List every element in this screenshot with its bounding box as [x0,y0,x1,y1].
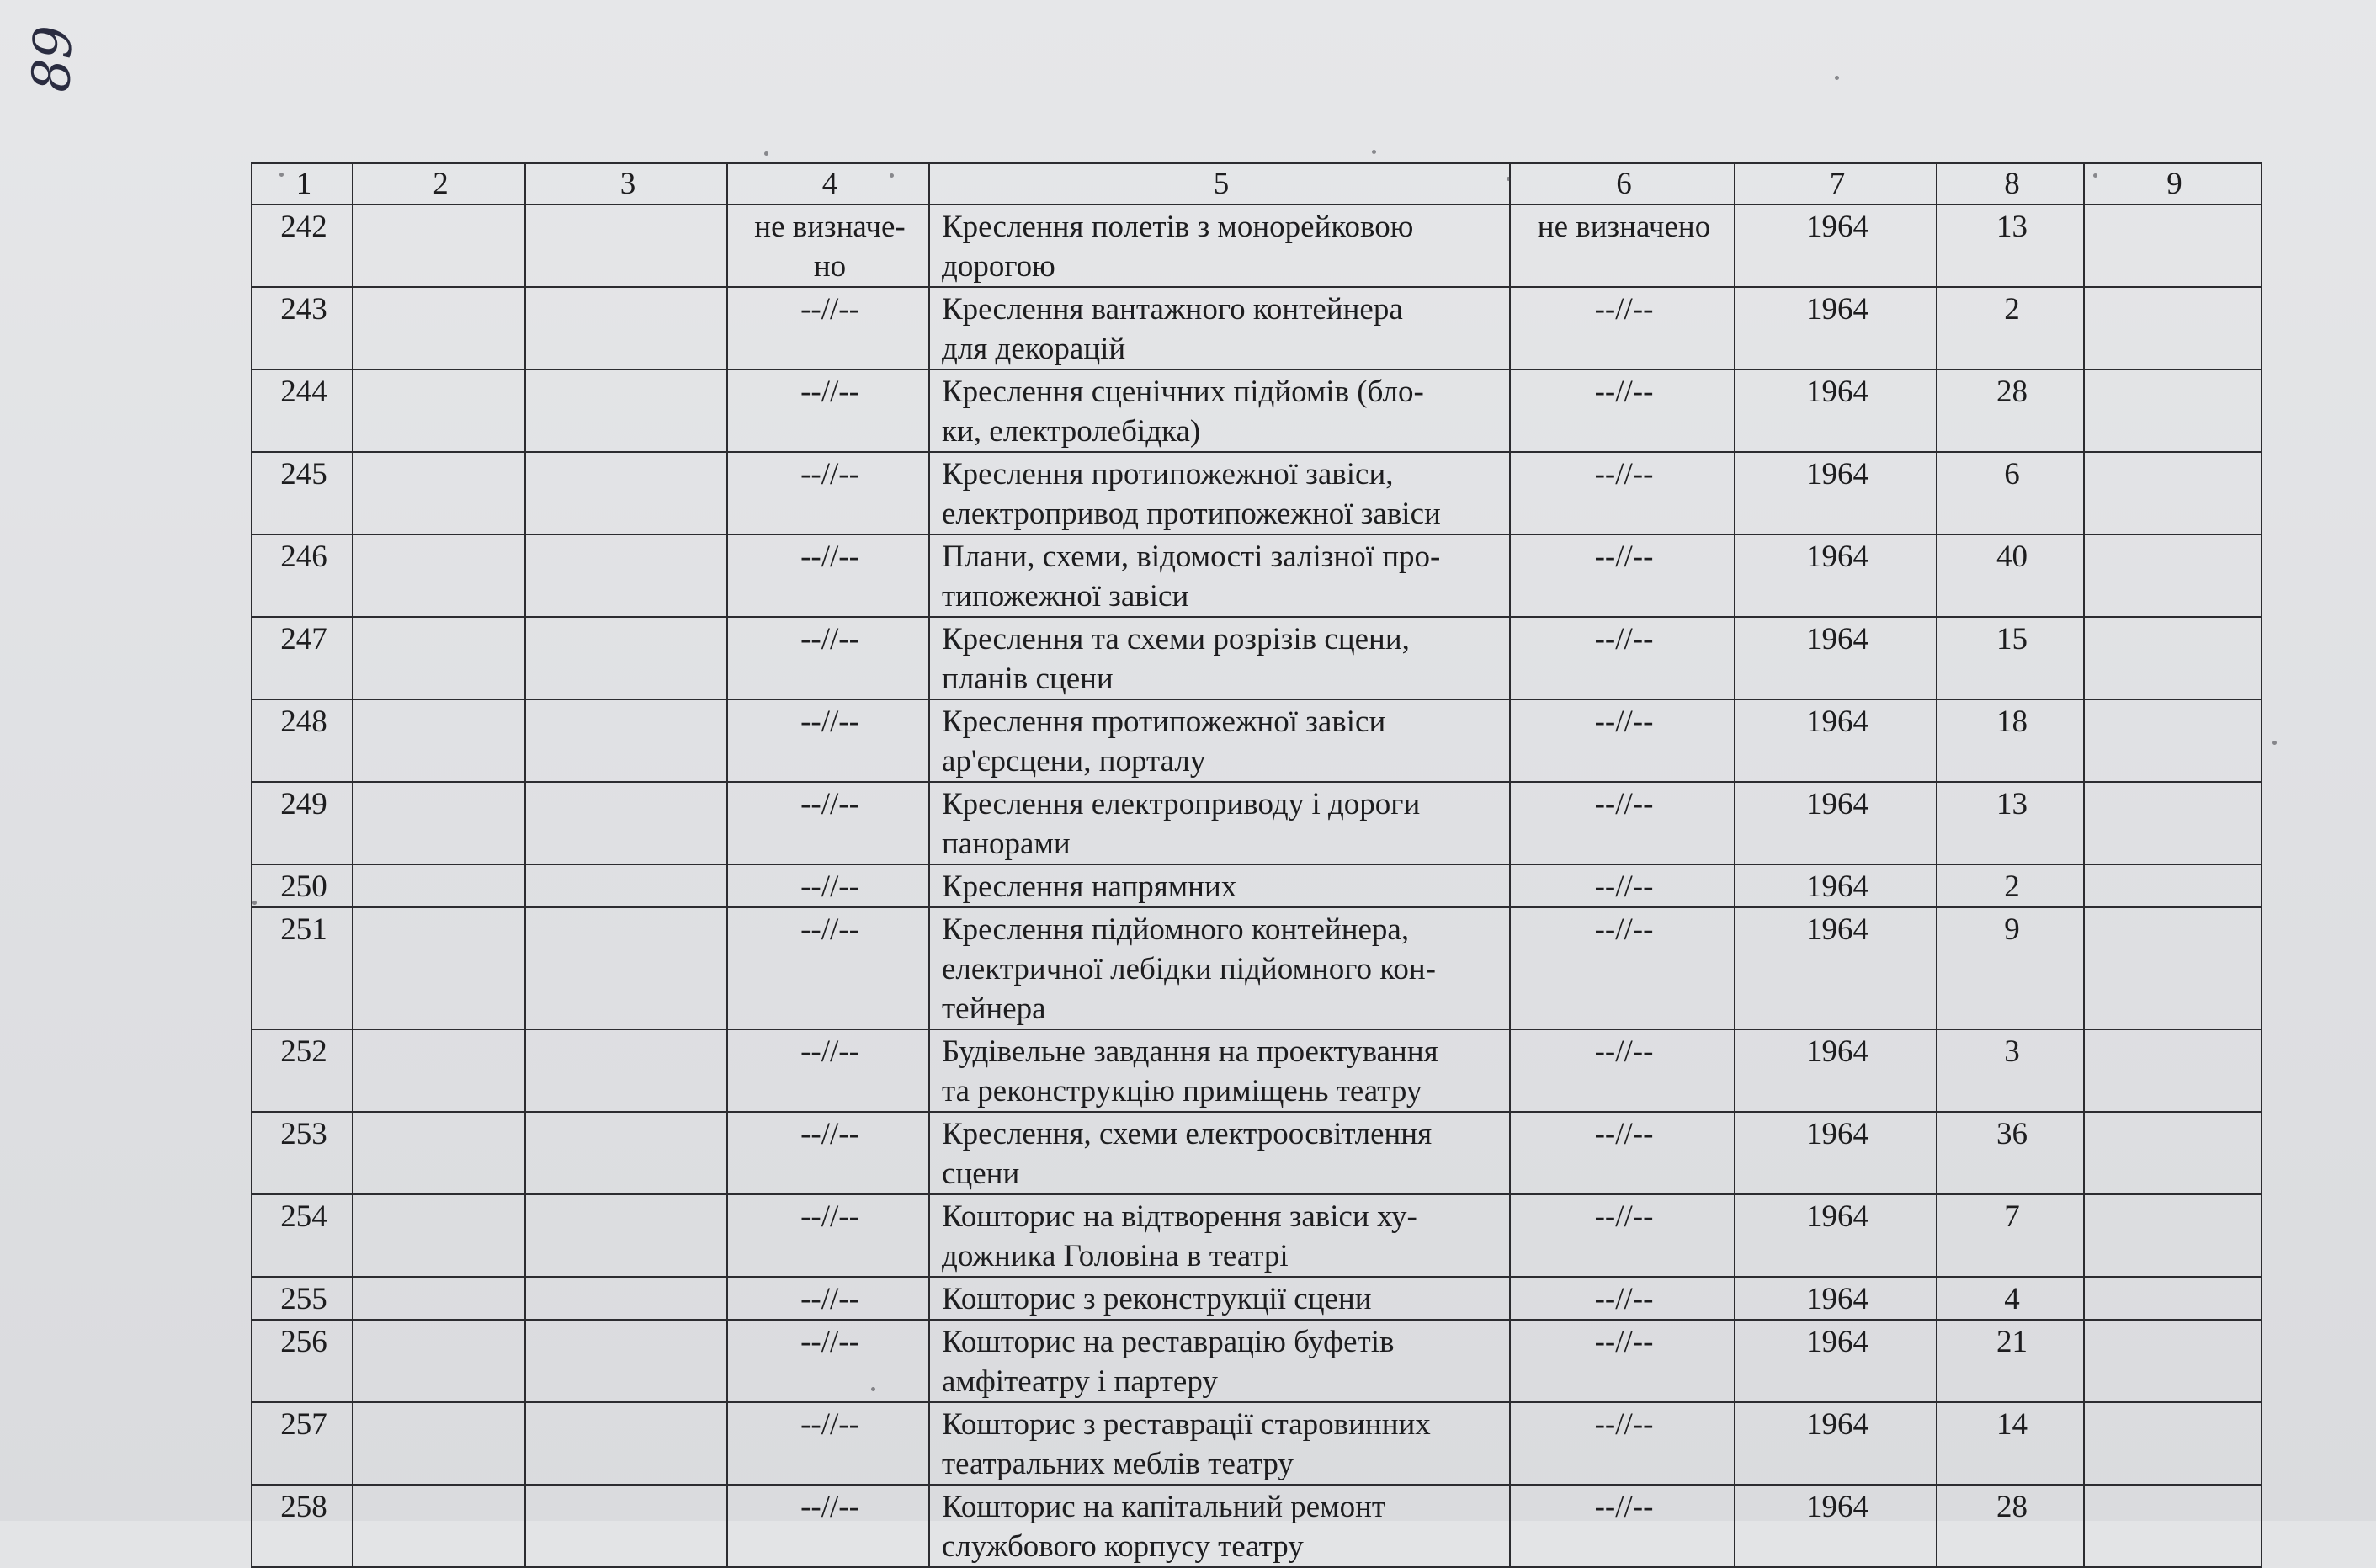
notes-cell [2084,1029,2262,1112]
year-cell: 1964 [1735,1029,1937,1112]
column-6-cell: --//-- [1510,534,1735,617]
paper-speck [890,173,894,178]
year-cell: 1964 [1735,617,1937,699]
item-number-cell: 257 [252,1402,353,1485]
column-2-cell [353,452,525,534]
column-6-cell: --//-- [1510,782,1735,864]
table-row [252,1112,2262,1194]
item-number-cell: 243 [252,287,353,369]
paper-speck [1835,76,1839,80]
column-6-cell: --//-- [1510,864,1735,907]
column-2-cell [353,369,525,452]
column-6-cell: --//-- [1510,1029,1735,1112]
sheet-count-cell: 9 [1937,907,2084,1029]
year-cell: 1964 [1735,452,1937,534]
column-6-cell: --//-- [1510,369,1735,452]
column-2-cell [353,205,525,287]
sheet-count-cell: 14 [1937,1402,2084,1485]
handwritten-page-number: 89 [20,24,84,93]
column-4-cell: --//-- [727,699,929,782]
table-row [252,534,2262,617]
year-cell: 1964 [1735,782,1937,864]
document-title-cell: Будівельне завдання на проектування та реконструкцію приміщень театру [929,1029,1510,1112]
column-2-cell [353,1029,525,1112]
column-4-cell: --//-- [727,1320,929,1402]
notes-cell [2084,287,2262,369]
column-3-cell [525,1112,727,1194]
column-4-cell: --//-- [727,452,929,534]
document-title-cell: Кошторис на капітальний ремонт службового корпусу театру [929,1485,1510,1567]
sheet-count-cell: 28 [1937,1485,2084,1567]
item-number-cell: 250 [252,864,353,907]
column-3-cell [525,1277,727,1320]
document-title-cell: Креслення напрямних [929,864,1510,907]
item-number-cell: 244 [252,369,353,452]
document-title-cell: Кошторис на відтворення завіси ху- дожника Головіна в театрі [929,1194,1510,1277]
table-row [252,1402,2262,1485]
item-number-cell: 242 [252,205,353,287]
column-4-cell: --//-- [727,369,929,452]
notes-cell [2084,907,2262,1029]
notes-cell [2084,1320,2262,1402]
paper-speck [252,901,257,905]
document-title-cell: Плани, схеми, відомості залізної про- типожежної завіси [929,534,1510,617]
column-3-cell [525,287,727,369]
paper-speck [2272,741,2277,745]
table-row [252,1194,2262,1277]
year-cell: 1964 [1735,1485,1937,1567]
column-3-cell [525,907,727,1029]
document-title-cell: Креслення та схеми розрізів сцени, планів сцени [929,617,1510,699]
column-2-cell [353,782,525,864]
notes-cell [2084,452,2262,534]
document-title-cell: Креслення електроприводу і дороги панорами [929,782,1510,864]
sheet-count-cell: 13 [1937,782,2084,864]
paper-speck [871,1387,875,1391]
paper-speck [764,151,768,156]
column-number-row [252,163,2262,205]
column-4-cell: --//-- [727,1194,929,1277]
table-row [252,287,2262,369]
column-2-cell [353,1402,525,1485]
header-cell: 8 [1937,163,2084,205]
sheet-count-cell: 2 [1937,287,2084,369]
column-3-cell [525,1320,727,1402]
column-3-cell [525,205,727,287]
sheet-count-cell: 3 [1937,1029,2084,1112]
year-cell: 1964 [1735,1320,1937,1402]
table-row [252,699,2262,782]
item-number-cell: 254 [252,1194,353,1277]
header-cell: 9 [2084,163,2262,205]
item-number-cell: 246 [252,534,353,617]
year-cell: 1964 [1735,205,1937,287]
column-2-cell [353,1112,525,1194]
table-row [252,452,2262,534]
header-cell: 5 [929,163,1510,205]
notes-cell [2084,1402,2262,1485]
header-cell: 7 [1735,163,1937,205]
column-6-cell: --//-- [1510,1112,1735,1194]
column-4-cell: --//-- [727,1277,929,1320]
column-2-cell [353,287,525,369]
table-row [252,907,2262,1029]
column-2-cell [353,1485,525,1567]
notes-cell [2084,617,2262,699]
year-cell: 1964 [1735,1194,1937,1277]
column-2-cell [353,617,525,699]
column-6-cell: --//-- [1510,287,1735,369]
column-3-cell [525,864,727,907]
column-6-cell: --//-- [1510,452,1735,534]
notes-cell [2084,782,2262,864]
document-title-cell: Креслення, схеми електроосвітлення сцени [929,1112,1510,1194]
column-3-cell [525,617,727,699]
table-row [252,205,2262,287]
notes-cell [2084,1485,2262,1567]
column-6-cell: --//-- [1510,1485,1735,1567]
column-4-cell: --//-- [727,287,929,369]
column-2-cell [353,1277,525,1320]
column-4-cell: --//-- [727,864,929,907]
item-number-cell: 255 [252,1277,353,1320]
document-title-cell: Креслення полетів з монорейковою дорогою [929,205,1510,287]
sheet-count-cell: 36 [1937,1112,2084,1194]
header-cell: 2 [353,163,525,205]
column-4-cell: --//-- [727,1112,929,1194]
column-4-cell: --//-- [727,1485,929,1567]
notes-cell [2084,205,2262,287]
item-number-cell: 258 [252,1485,353,1567]
column-4-cell: --//-- [727,907,929,1029]
table-row [252,782,2262,864]
column-6-cell: --//-- [1510,1277,1735,1320]
year-cell: 1964 [1735,1277,1937,1320]
sheet-count-cell: 4 [1937,1277,2084,1320]
column-6-cell: --//-- [1510,617,1735,699]
document-title-cell: Креслення вантажного контейнера для декорацій [929,287,1510,369]
sheet-count-cell: 7 [1937,1194,2084,1277]
table-row [252,1485,2262,1567]
column-2-cell [353,1320,525,1402]
notes-cell [2084,699,2262,782]
table-row [252,864,2262,907]
column-6-cell: --//-- [1510,1320,1735,1402]
sheet-count-cell: 18 [1937,699,2084,782]
column-6-cell: не визначено [1510,205,1735,287]
sheet-count-cell: 13 [1937,205,2084,287]
document-title-cell: Кошторис на реставрацію буфетів амфітеатру і партеру [929,1320,1510,1402]
table-row [252,1029,2262,1112]
column-3-cell [525,452,727,534]
column-4-cell: --//-- [727,617,929,699]
column-4-cell: --//-- [727,782,929,864]
column-3-cell [525,782,727,864]
column-6-cell: --//-- [1510,699,1735,782]
column-3-cell [525,699,727,782]
item-number-cell: 247 [252,617,353,699]
year-cell: 1964 [1735,699,1937,782]
sheet-count-cell: 21 [1937,1320,2084,1402]
column-2-cell [353,864,525,907]
sheet-count-cell: 28 [1937,369,2084,452]
document-title-cell: Креслення сценічних підйомів (бло- ки, електролебідка) [929,369,1510,452]
notes-cell [2084,1112,2262,1194]
year-cell: 1964 [1735,864,1937,907]
column-6-cell: --//-- [1510,1402,1735,1485]
paper-speck [1372,150,1376,154]
document-title-cell: Креслення підйомного контейнера, електричної лебідки підйомного кон- тейнера [929,907,1510,1029]
column-6-cell: --//-- [1510,1194,1735,1277]
header-cell: 1 [252,163,353,205]
column-3-cell [525,534,727,617]
column-6-cell: --//-- [1510,907,1735,1029]
column-2-cell [353,907,525,1029]
column-4-cell: не визначе- но [727,205,929,287]
document-title-cell: Креслення протипожежної завіси ар'єрсцени, порталу [929,699,1510,782]
notes-cell [2084,534,2262,617]
column-4-cell: --//-- [727,1029,929,1112]
year-cell: 1964 [1735,287,1937,369]
paper-speck [1507,177,1511,181]
column-3-cell [525,1194,727,1277]
column-3-cell [525,369,727,452]
sheet-count-cell: 15 [1937,617,2084,699]
notes-cell [2084,1277,2262,1320]
column-3-cell [525,1029,727,1112]
item-number-cell: 252 [252,1029,353,1112]
header-cell: 3 [525,163,727,205]
table-row [252,1277,2262,1320]
inventory-table [251,162,2262,1568]
column-4-cell: --//-- [727,1402,929,1485]
table-row [252,369,2262,452]
sheet-count-cell: 6 [1937,452,2084,534]
sheet-count-cell: 2 [1937,864,2084,907]
column-3-cell [525,1485,727,1567]
table-row [252,1320,2262,1402]
item-number-cell: 256 [252,1320,353,1402]
document-title-cell: Кошторис з реставрації старовинних театральних меблів театру [929,1402,1510,1485]
notes-cell [2084,1194,2262,1277]
sheet-count-cell: 40 [1937,534,2084,617]
year-cell: 1964 [1735,1112,1937,1194]
column-3-cell [525,1402,727,1485]
header-cell: 6 [1510,163,1735,205]
year-cell: 1964 [1735,369,1937,452]
notes-cell [2084,369,2262,452]
column-2-cell [353,1194,525,1277]
notes-cell [2084,864,2262,907]
paper-speck [279,173,284,177]
item-number-cell: 253 [252,1112,353,1194]
header-cell: 4 [727,163,929,205]
column-2-cell [353,699,525,782]
column-4-cell: --//-- [727,534,929,617]
item-number-cell: 249 [252,782,353,864]
column-2-cell [353,534,525,617]
document-title-cell: Креслення протипожежної завіси, електропривод протипожежної завіси [929,452,1510,534]
year-cell: 1964 [1735,907,1937,1029]
item-number-cell: 248 [252,699,353,782]
document-title-cell: Кошторис з реконструкції сцени [929,1277,1510,1320]
paper-speck [2093,173,2097,178]
item-number-cell: 245 [252,452,353,534]
year-cell: 1964 [1735,1402,1937,1485]
table-row [252,617,2262,699]
year-cell: 1964 [1735,534,1937,617]
item-number-cell: 251 [252,907,353,1029]
